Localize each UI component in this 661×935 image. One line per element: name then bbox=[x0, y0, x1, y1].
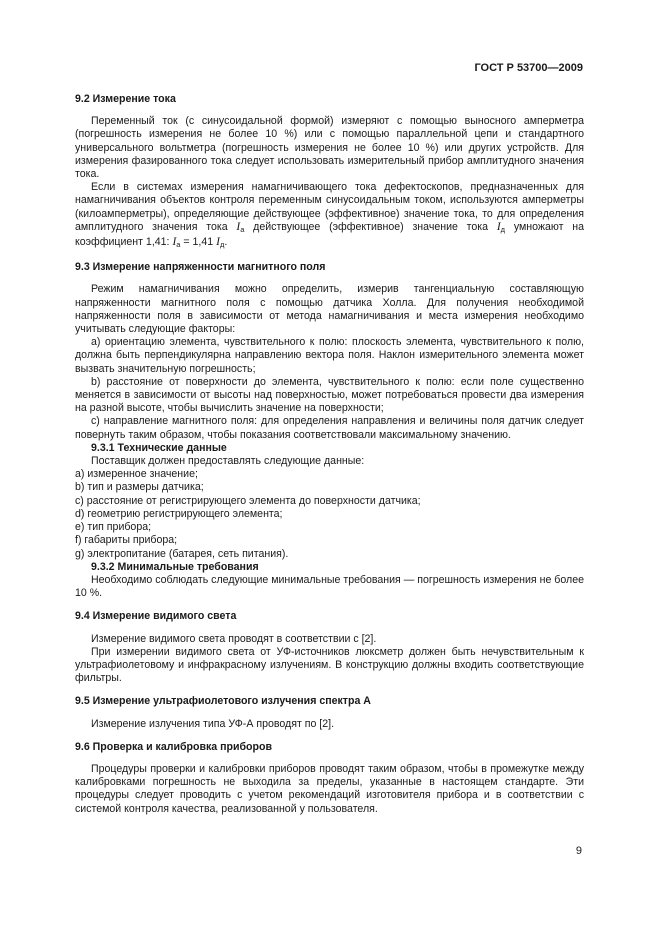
paragraph-luxmeter: При измерении видимого света от УФ-источников люксметр должен быть нечувствительным к ультрафиолетовому и инфракрасному излучениям. В конструкцию должны входить соответствующие фильтры. bbox=[75, 645, 584, 685]
list-item: f) габариты прибора; bbox=[75, 534, 178, 547]
list-item-b: b) расстояние от поверхности до элемента, чувствительного к полю: если поле существенно меняется в зависимости от высоты над поверхностью, может потребоваться провести два измерения на разной высоте, чтобы вычислить значение на поверхности; bbox=[75, 375, 584, 415]
section-heading-9-5: 9.5 Измерение ультрафиолетового излучения спектра А bbox=[75, 695, 371, 708]
paragraph-calibration: Процедуры проверки и калибровки приборов проводят таким образом, чтобы в промежутке между калибровками погрешность не выходила за пределы, указанные в настоящем стандарте. Эти процедуры следует проводить с учетом рекомендаций изготовителя прибора и в соответствии с системой контроля качества, реализованной у пользователя. bbox=[75, 762, 584, 815]
paragraph-min-requirements: Необходимо соблюдать следующие минимальные требования — погрешность измерения не более 10 %. bbox=[75, 573, 584, 600]
subsection-heading-9-3-1: 9.3.1 Технические данные bbox=[91, 441, 227, 454]
list-item: а) измеренное значение; bbox=[75, 468, 198, 481]
paragraph-supplier-data: Поставщик должен предоставлять следующие данные: bbox=[91, 455, 365, 468]
text-fragment: действующее (эффективное) значение тока bbox=[244, 220, 497, 233]
section-heading-9-2: 9.2 Измерение тока bbox=[75, 93, 176, 105]
text-fragment: = 1,41 bbox=[180, 236, 217, 249]
text-fragment: . bbox=[224, 236, 228, 249]
paragraph-current-measurement: Переменный ток (с синусоидальной формой) измеряют с помощью выносного амперметра (погрешность измерения не более 10 %) или с помощью параллельной цепи и стандартного универсального вольтметра (погрешность измерения не более 10 %) или других устройств. Для измерения фазированного тока следует использовать измерительный прибор амплитудного значения тока. bbox=[75, 115, 584, 181]
paragraph-uv-a: Измерение излучения типа УФ-А проводят по [2]. bbox=[91, 717, 335, 730]
subscript: а bbox=[176, 240, 181, 250]
page-body bbox=[75, 93, 584, 816]
section-heading-9-4: 9.4 Измерение видимого света bbox=[75, 610, 237, 623]
list-item: d) геометрию регистрирующего элемента; bbox=[75, 507, 283, 520]
paragraph-hall-sensor: Режим намагничивания можно определить, измерив тангенциальную составляющую напряженности магнитного поля с помощью датчика Холла. Для получения необходимой напряженности поля в зависимости от метода намагничивания и места измерения необходимо учитывать следующие факторы: bbox=[75, 283, 584, 336]
variable-symbol: I bbox=[216, 236, 220, 249]
section-heading-9-6: 9.6 Проверка и калибровка приборов bbox=[75, 740, 272, 753]
document-code: ГОСТ Р 53700—2009 bbox=[474, 62, 583, 74]
list-item-c: с) направление магнитного поля: для определения направления и величины поля датчик следует повернуть таким образом, чтобы показания соответствовали максимальному значению. bbox=[75, 415, 584, 441]
paragraph-visible-light: Измерение видимого света проводят в соответствии с [2]. bbox=[91, 632, 377, 645]
list-item: g) электропитание (батарея, сеть питания). bbox=[75, 547, 289, 560]
text-fragment: умножают на коэффициент 1,41: bbox=[75, 220, 584, 249]
list-item: с) расстояние от регистрирующего элемента до поверхности датчика; bbox=[75, 494, 421, 507]
variable-symbol: I bbox=[236, 220, 241, 233]
list-item-a: а) ориентацию элемента, чувствительного к полю: плоскость элемента, чувствительного к полю, должна быть перпендикулярна направлению вектора поля. Наклон измерительного элемента может вызвать значительную погрешность; bbox=[75, 336, 584, 375]
page-number: 9 bbox=[575, 845, 582, 857]
section-heading-9-3: 9.3 Измерение напряженности магнитного поля bbox=[75, 261, 326, 274]
list-item: b) тип и размеры датчика; bbox=[75, 481, 204, 494]
variable-symbol: I bbox=[172, 236, 177, 249]
list-item: е) тип прибора; bbox=[75, 521, 152, 534]
variable-symbol: I bbox=[496, 220, 501, 233]
text-fragment: Если в системах измерения намагничивающего тока дефектоскопов, предназначенных для намагничивания объектов контроля переменным синусоидальным током, используются амперметры (килоамперметры), определяющие действующее (эффективное) значение тока, то для определения амплитудного значения тока bbox=[75, 181, 584, 233]
subscript: д bbox=[219, 240, 225, 250]
paragraph-ammeter-coefficient bbox=[75, 181, 584, 251]
subsection-heading-9-3-2: 9.3.2 Минимальные требования bbox=[91, 560, 259, 573]
subscript: а bbox=[240, 224, 245, 234]
subscript: д bbox=[500, 224, 506, 234]
